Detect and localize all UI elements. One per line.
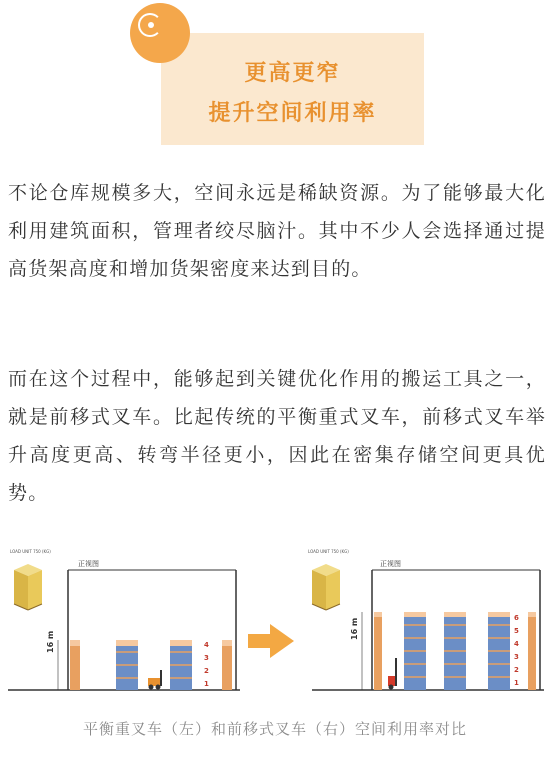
left-rack-1 [70, 640, 80, 690]
left-load-box-icon [14, 564, 42, 610]
left-rack-2 [116, 640, 138, 690]
left-rack-4 [222, 640, 232, 690]
paragraph-1: 不论仓库规模多大，空间永远是稀缺资源。为了能够最大化利用建筑面积，管理者绞尽脑汁。其中不少人会选择通过提高货架高度和增加货架密度来达到目的。 [8, 182, 546, 280]
right-rack-5 [528, 612, 536, 690]
right-view-label: 正视图 [380, 560, 401, 568]
logo-dot-icon [148, 22, 154, 28]
right-level-4: 4 [514, 640, 519, 648]
paragraph-2: 而在这个过程中，能够起到关键优化作用的搬运工具之一，就是前移式叉车。比起传统的平衡重式叉车，前移式叉车举升高度更高、转弯半径更小，因此在密集存储空间更具优势。 [8, 368, 546, 504]
right-rack-1 [374, 612, 382, 690]
logo-circle-icon [130, 3, 190, 63]
right-rack-4 [488, 612, 510, 690]
left-level-4: 4 [204, 641, 209, 649]
left-load-label: LOAD UNIT 750 (KG) [10, 549, 51, 554]
left-panel [8, 549, 240, 690]
right-level-1: 1 [514, 679, 519, 687]
right-height-label: 16 m [350, 617, 359, 640]
title-line-1: 更高更窄 [244, 61, 341, 86]
right-level-2: 2 [514, 666, 519, 674]
right-load-box-icon [312, 564, 340, 610]
title-line-2: 提升空间利用率 [208, 101, 377, 126]
right-level-6: 6 [514, 614, 519, 622]
right-forklift-icon [388, 658, 397, 690]
left-view-label: 正视图 [78, 560, 99, 568]
left-level-1: 1 [204, 680, 209, 688]
right-panel [308, 549, 544, 690]
right-load-label: LOAD UNIT 750 (KG) [308, 549, 349, 554]
figure-caption: 平衡重叉车（左）和前移式叉车（右）空间利用率对比 [82, 720, 467, 738]
right-rack-2 [404, 612, 426, 690]
right-rack-3 [444, 612, 466, 690]
left-level-2: 2 [204, 667, 209, 675]
right-level-5: 5 [514, 627, 519, 635]
header-card [161, 33, 424, 145]
comparison-figure [8, 540, 544, 700]
left-rack-3 [170, 640, 192, 690]
left-level-3: 3 [204, 654, 209, 662]
left-height-label: 16 m [46, 630, 55, 653]
right-level-3: 3 [514, 653, 519, 661]
left-forklift-icon [148, 670, 162, 690]
right-arrow-icon [248, 624, 294, 658]
